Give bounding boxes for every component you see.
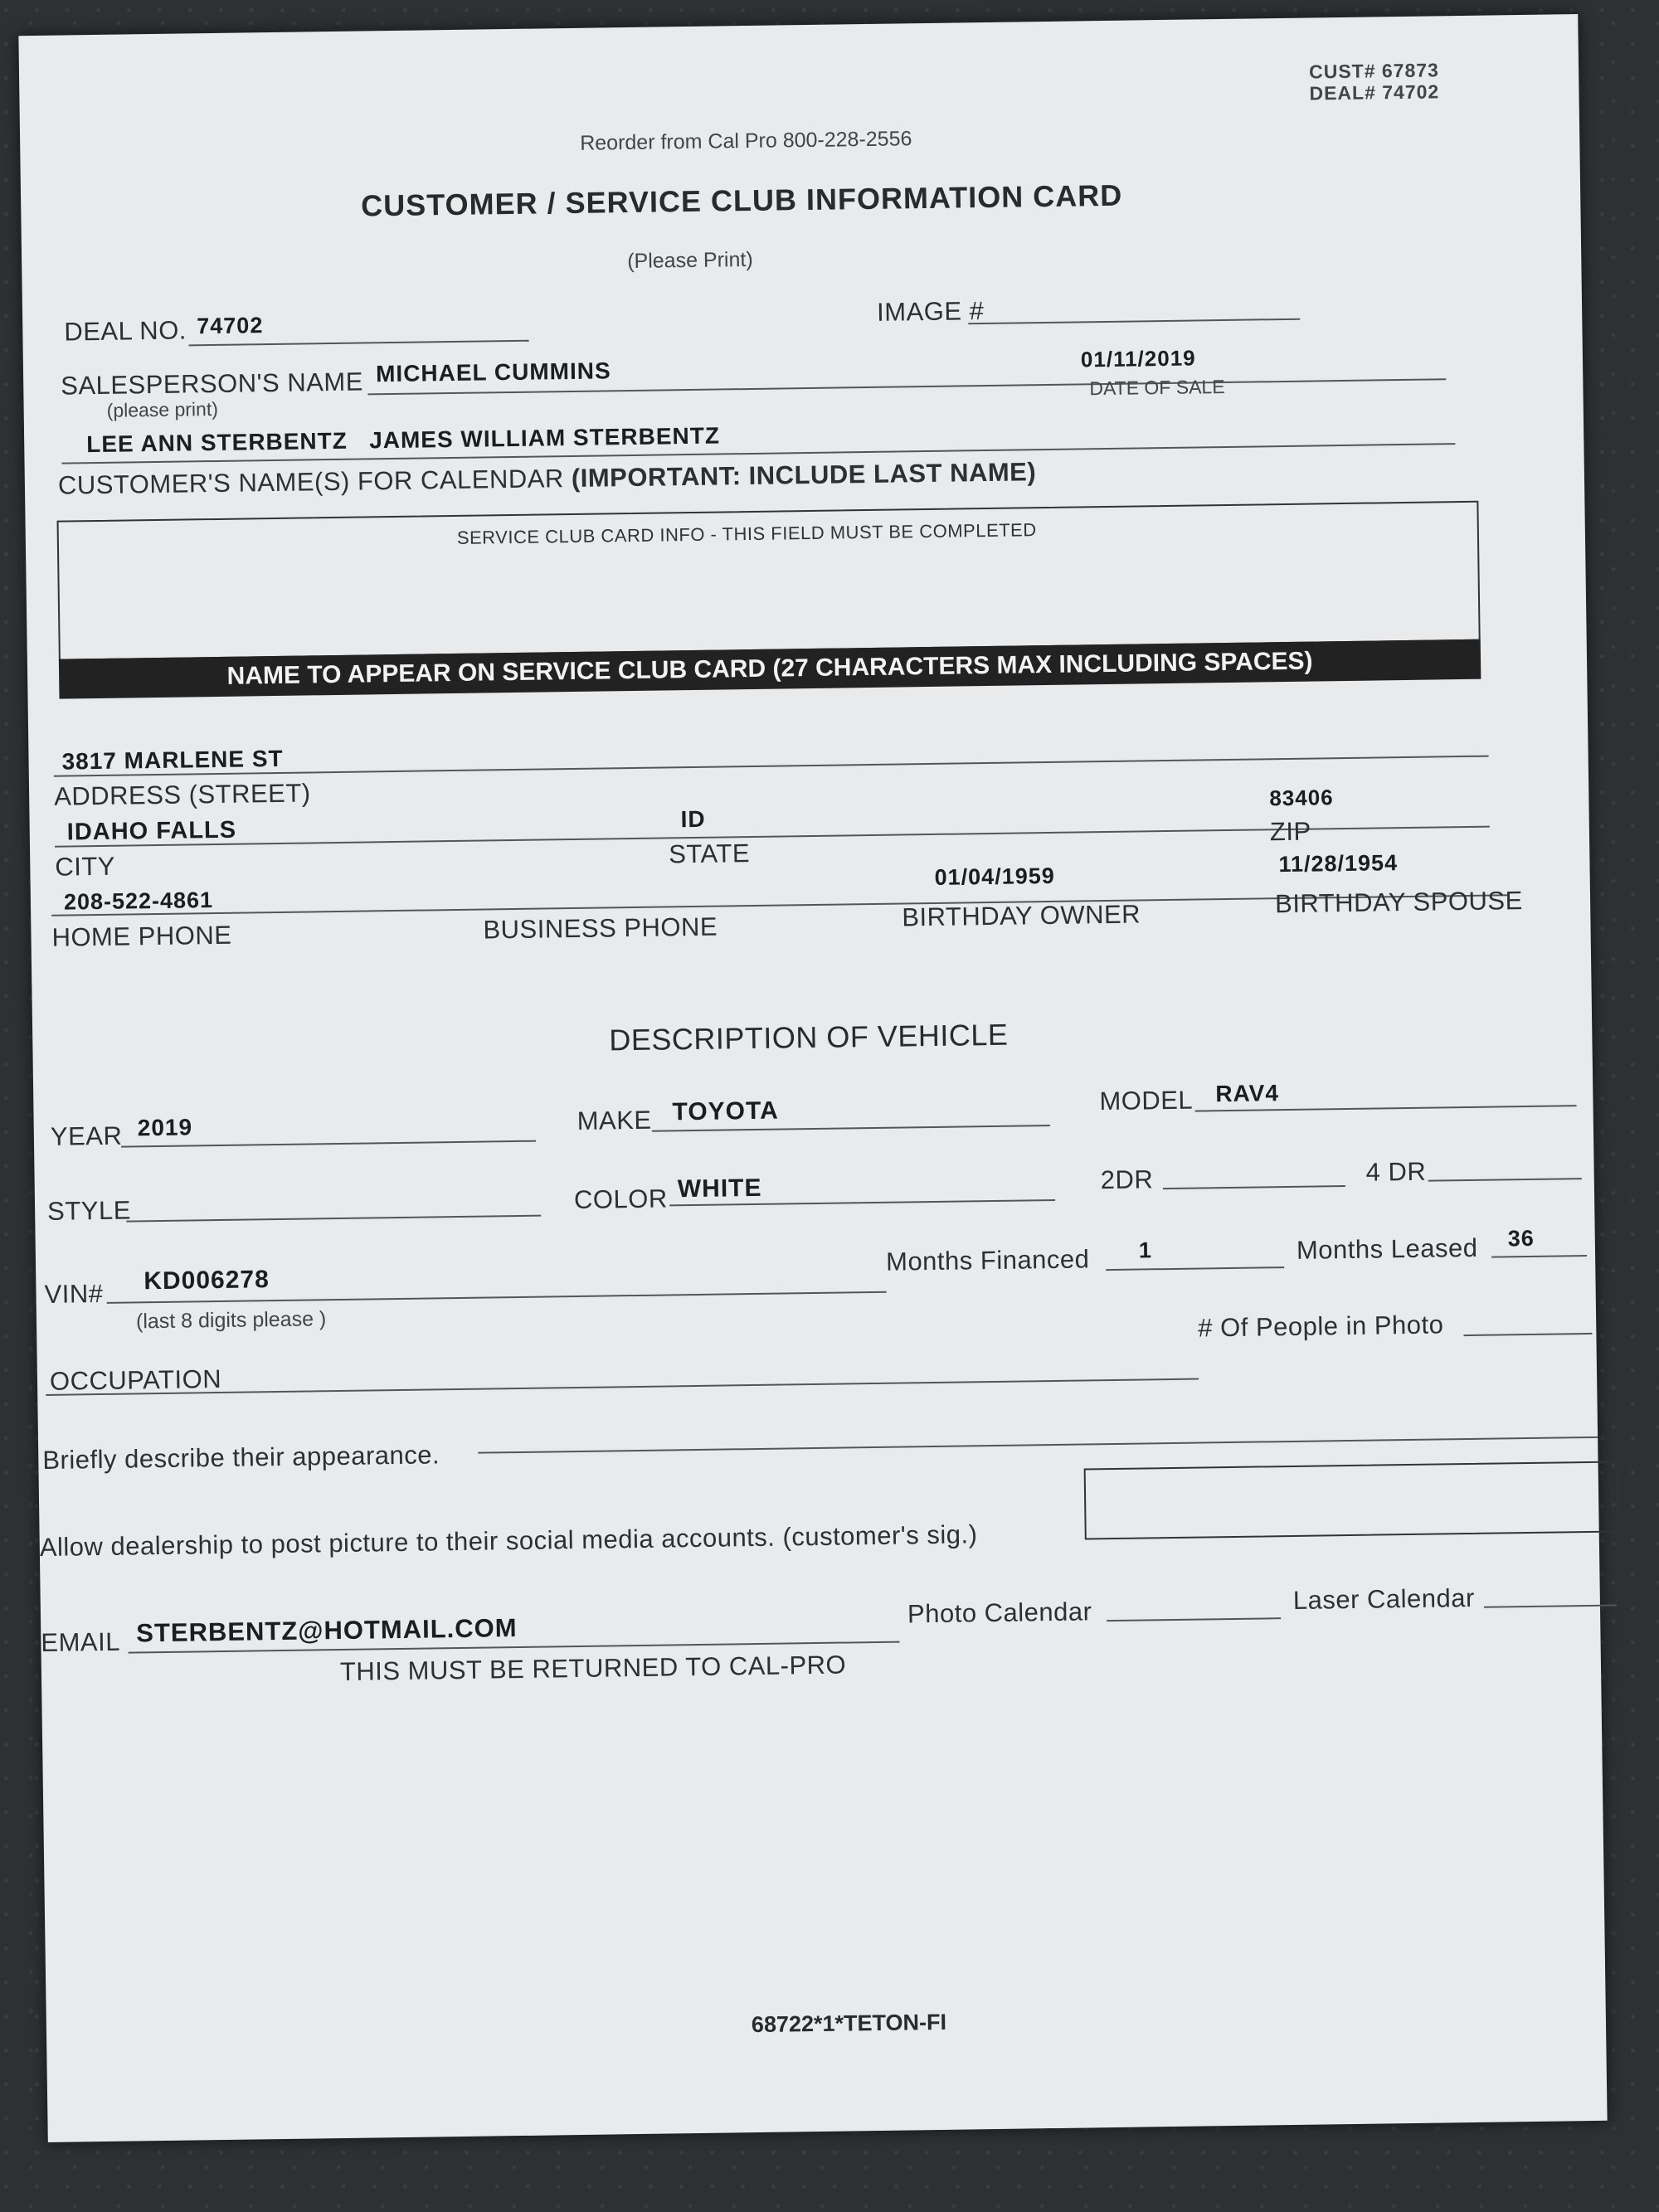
street-value[interactable]: 3817 MARLENE ST <box>61 745 284 775</box>
deal-no-value[interactable]: 74702 <box>197 313 264 339</box>
year-label: YEAR <box>50 1121 123 1151</box>
appearance-label: Briefly describe their appearance. <box>42 1440 440 1475</box>
zip-label: ZIP <box>1269 816 1311 847</box>
state-label: STATE <box>668 839 751 869</box>
months-leased-label: Months Leased <box>1296 1232 1478 1265</box>
vehicle-section-title: DESCRIPTION OF VEHICLE <box>609 1017 1009 1057</box>
vin-value[interactable]: KD006278 <box>144 1266 270 1296</box>
people-in-photo-line <box>1463 1333 1592 1336</box>
home-phone-label: HOME PHONE <box>51 920 232 952</box>
two-door-label: 2DR <box>1100 1164 1154 1195</box>
months-financed-value[interactable]: 1 <box>1138 1237 1153 1263</box>
service-club-box-title: SERVICE CLUB CARD INFO - THIS FIELD MUST BE COMPLETED <box>456 519 1037 548</box>
birthday-spouse-label: BIRTHDAY SPOUSE <box>1274 886 1523 919</box>
make-value[interactable]: TOYOTA <box>672 1096 780 1126</box>
customer-names-label <box>58 457 1037 500</box>
style-line <box>126 1215 541 1223</box>
customer-label-plain: CUSTOMER'S NAME(S) FOR CALENDAR <box>57 463 572 500</box>
business-phone-label: BUSINESS PHONE <box>483 912 718 945</box>
customer-names-value[interactable]: LEE ANN STERBENTZ JAMES WILLIAM STERBENTZ <box>86 422 721 458</box>
service-club-name-bar: NAME TO APPEAR ON SERVICE CLUB CARD (27 CHARACTERS MAX INCLUDING SPACES) <box>59 639 1481 699</box>
months-financed-line <box>1106 1266 1284 1271</box>
please-print-note: (Please Print) <box>627 247 753 274</box>
footer-code: 68722*1*TETON-FI <box>751 2009 947 2038</box>
deal-number-top: DEAL# 74702 <box>1309 80 1440 105</box>
cust-number: CUST# 67873 <box>1308 59 1440 83</box>
style-label: STYLE <box>46 1195 132 1226</box>
social-media-label: Allow dealership to post picture to their social media accounts. (customer's sig.) <box>39 1519 978 1563</box>
zip-value[interactable]: 83406 <box>1269 785 1334 811</box>
model-value[interactable]: RAV4 <box>1215 1080 1280 1107</box>
people-in-photo-label: # Of People in Photo <box>1198 1310 1444 1343</box>
vin-sublabel: (last 8 digits please ) <box>135 1307 327 1334</box>
email-value[interactable]: STERBENTZ@HOTMAIL.COM <box>136 1613 518 1648</box>
image-no-line <box>968 318 1300 325</box>
appearance-line <box>478 1437 1598 1454</box>
deal-no-label: DEAL NO. <box>64 315 187 347</box>
vin-label: VIN# <box>44 1278 104 1309</box>
home-phone-value[interactable]: 208-522-4861 <box>63 887 214 915</box>
email-label: EMAIL <box>41 1626 121 1658</box>
customer-signature-box[interactable] <box>1084 1461 1619 1539</box>
months-leased-line <box>1491 1255 1587 1258</box>
photo-calendar-label: Photo Calendar <box>907 1597 1092 1629</box>
four-door-label: 4 DR <box>1365 1156 1427 1187</box>
page-title: CUSTOMER / SERVICE CLUB INFORMATION CARD <box>360 177 1123 223</box>
color-value[interactable]: WHITE <box>677 1174 762 1203</box>
months-leased-value[interactable]: 36 <box>1507 1225 1535 1252</box>
make-label: MAKE <box>577 1105 652 1135</box>
laser-calendar-line <box>1484 1605 1617 1608</box>
date-of-sale-label: DATE OF SALE <box>1089 375 1225 400</box>
two-door-line <box>1163 1185 1345 1189</box>
year-value[interactable]: 2019 <box>137 1114 193 1141</box>
reorder-note: Reorder from Cal Pro 800-228-2556 <box>580 127 912 155</box>
salesperson-value[interactable]: MICHAEL CUMMINS <box>375 357 611 387</box>
birthday-spouse-value[interactable]: 11/28/1954 <box>1278 850 1399 878</box>
return-note: THIS MUST BE RETURNED TO CAL-PRO <box>339 1650 847 1687</box>
deal-no-line <box>189 340 529 347</box>
laser-calendar-label: Laser Calendar <box>1292 1582 1476 1615</box>
city-label: CITY <box>55 851 116 882</box>
street-label: ADDRESS (STREET) <box>53 778 311 811</box>
form-paper <box>18 14 1607 2142</box>
salesperson-label: SALESPERSON'S NAME <box>61 367 364 401</box>
birthday-owner-label: BIRTHDAY OWNER <box>902 899 1141 932</box>
birthday-owner-value[interactable]: 01/04/1959 <box>934 863 1055 890</box>
occupation-label: OCCUPATION <box>49 1364 222 1396</box>
color-label: COLOR <box>573 1184 669 1215</box>
four-door-line <box>1428 1178 1582 1182</box>
date-of-sale-value[interactable]: 01/11/2019 <box>1080 345 1196 372</box>
city-value[interactable]: IDAHO FALLS <box>66 816 237 846</box>
salesperson-sublabel: (please print) <box>106 397 219 421</box>
months-financed-label: Months Financed <box>885 1244 1090 1276</box>
year-line <box>121 1140 536 1148</box>
photo-calendar-line <box>1107 1617 1281 1621</box>
state-value[interactable]: ID <box>680 805 706 833</box>
customer-label-important: (IMPORTANT: INCLUDE LAST NAME) <box>571 457 1037 493</box>
image-no-label: IMAGE # <box>876 296 985 327</box>
model-label: MODEL <box>1099 1085 1194 1116</box>
